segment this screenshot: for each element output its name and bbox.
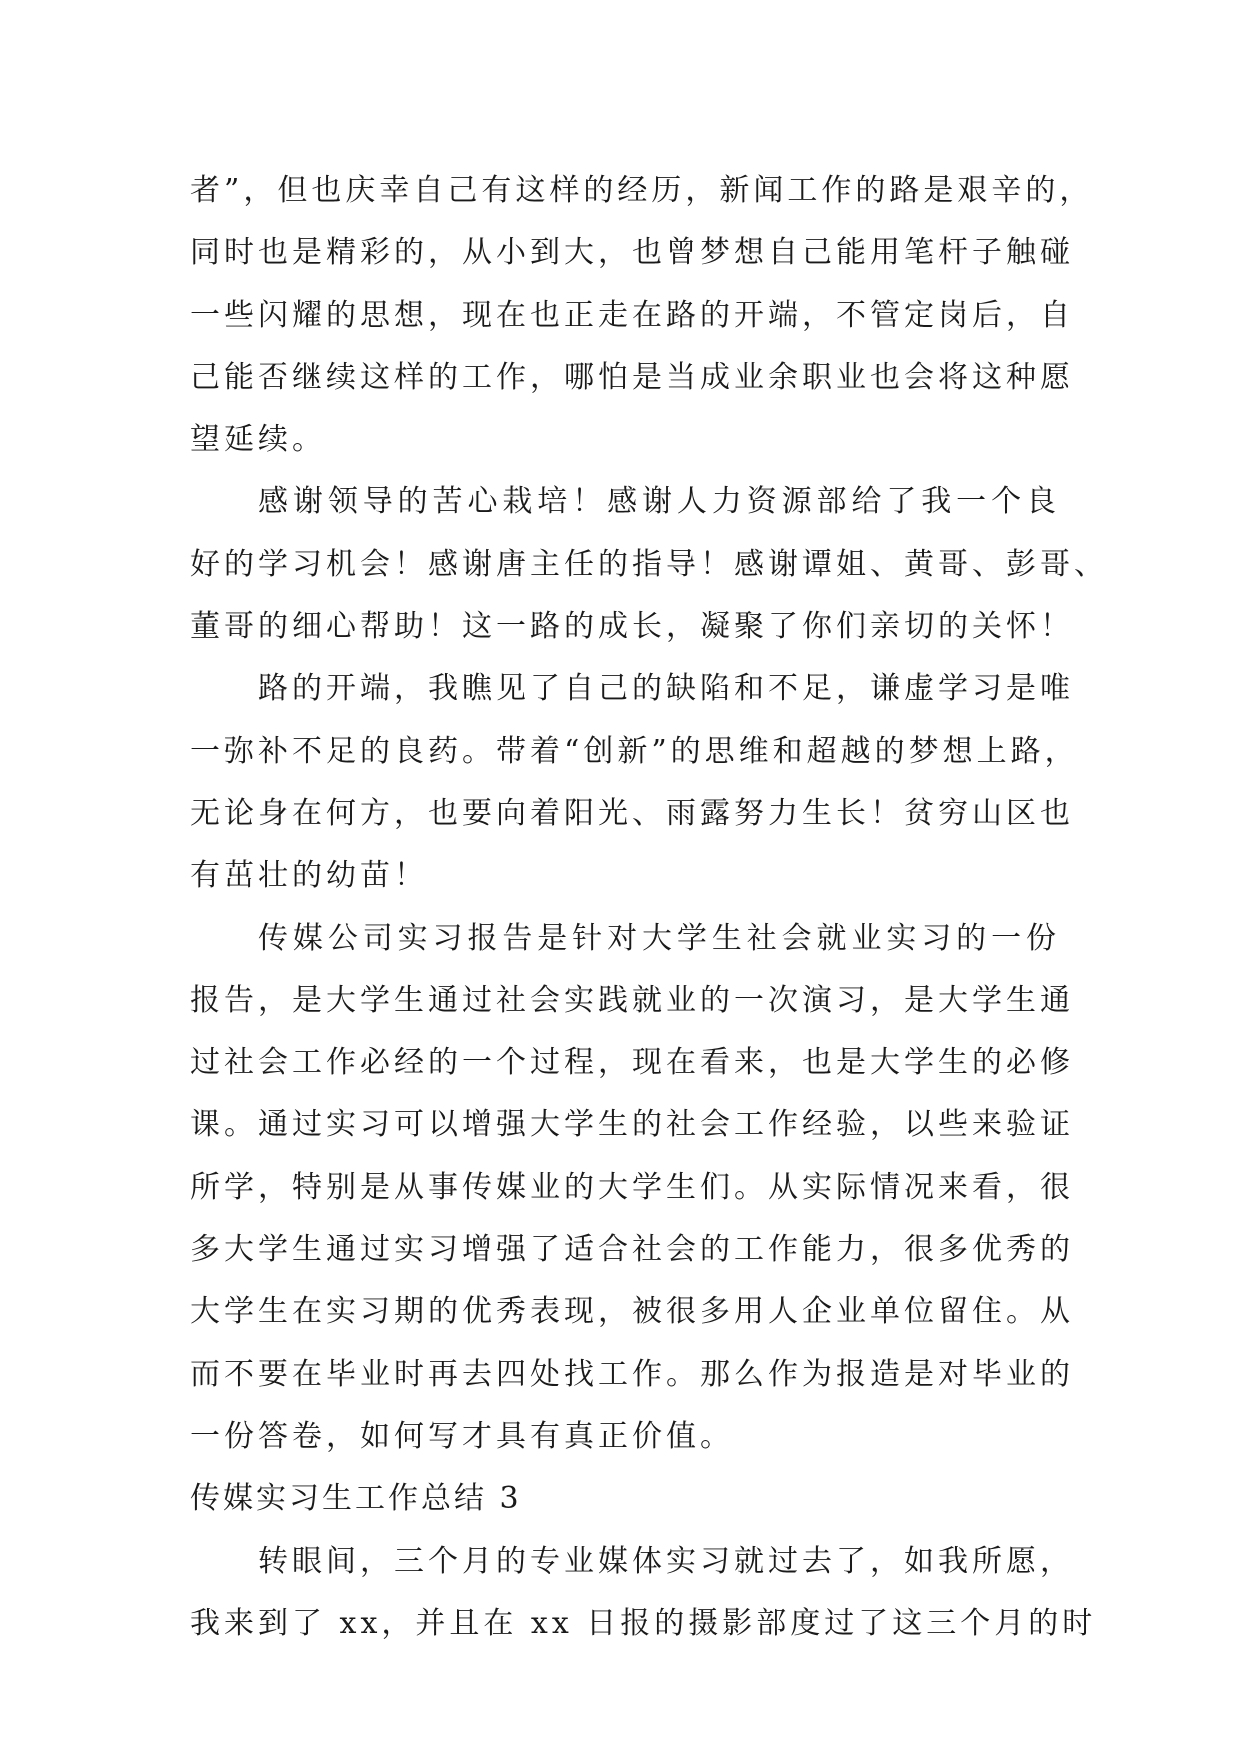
- text-line: 所学，特别是从事传媒业的大学生们。从实际情况来看，很: [190, 1169, 1074, 1205]
- text-line: 过社会工作必经的一个过程，现在看来，也是大学生的必修: [190, 1045, 1074, 1081]
- text-line: 一些闪耀的思想，现在也正走在路的开端，不管定岗后，自: [190, 297, 1074, 333]
- text-line: 者”，但也庆幸自己有这样的经历，新闻工作的路是艰辛的，: [190, 173, 1094, 208]
- text-line: 报告，是大学生通过社会实践就业的一次演习，是大学生通: [190, 982, 1074, 1018]
- paragraph-first-line: 传媒公司实习报告是针对大学生社会就业实习的一份: [258, 920, 1060, 956]
- text-line: 我来到了 xx，并且在 xx 日报的摄影部度过了这三个月的时: [190, 1605, 1097, 1641]
- text-line: 一份答卷，如何写才具有真正价值。: [190, 1418, 734, 1454]
- paragraph-first-line: 转眼间，三个月的专业媒体实习就过去了，如我所愿，: [258, 1543, 1074, 1579]
- text-line: 无论身在何方，也要向着阳光、雨露努力生长！贫穷山区也: [190, 795, 1074, 831]
- text-line: 有茁壮的幼苗！: [190, 858, 428, 894]
- text-line: 课。通过实习可以增强大学生的社会工作经验，以些来验证: [190, 1107, 1074, 1143]
- text-line: 己能否继续这样的工作，哪怕是当成业余职业也会将这种愿: [190, 359, 1074, 395]
- paragraph-first-line: 感谢领导的苦心栽培！感谢人力资源部给了我一个良: [258, 484, 1060, 520]
- text-line: 望延续。: [190, 422, 326, 458]
- text-line: 大学生在实习期的优秀表现，被很多用人企业单位留住。从: [190, 1294, 1074, 1330]
- section-heading: 传媒实习生工作总结 3: [190, 1481, 522, 1517]
- text-line: 而不要在毕业时再去四处找工作。那么作为报造是对毕业的: [190, 1356, 1074, 1392]
- text-line: 董哥的细心帮助！这一路的成长，凝聚了你们亲切的关怀！: [190, 609, 1074, 645]
- text-line: 好的学习机会！感谢唐主任的指导！感谢谭姐、黄哥、彭哥、: [190, 546, 1108, 582]
- text-line: 同时也是精彩的，从小到大，也曾梦想自己能用笔杆子触碰: [190, 235, 1074, 271]
- document-body: [190, 160, 1108, 1655]
- text-line: 多大学生通过实习增强了适合社会的工作能力，很多优秀的: [190, 1232, 1074, 1268]
- paragraph-first-line: 路的开端，我瞧见了自己的缺陷和不足，谦虚学习是唯: [258, 671, 1074, 707]
- text-line: 一弥补不足的良药。带着“创新”的思维和超越的梦想上路，: [190, 733, 1079, 769]
